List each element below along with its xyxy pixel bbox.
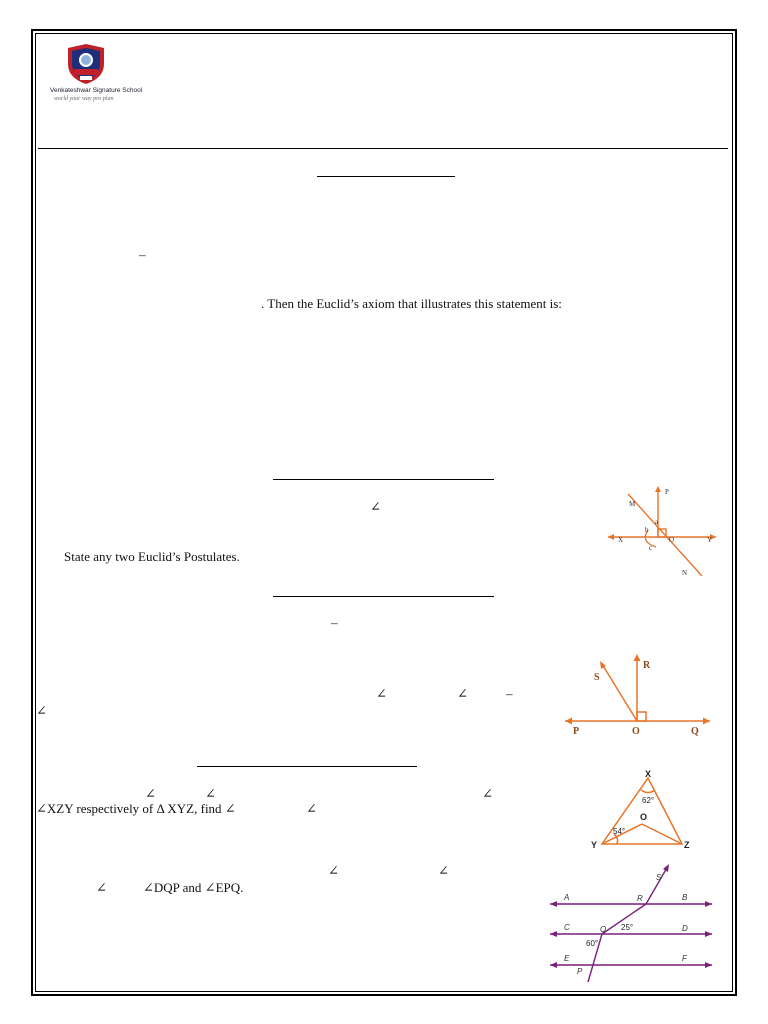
shield-icon xyxy=(50,42,122,86)
fig1-label-b: b xyxy=(645,526,649,534)
text-angle-11: ∠ xyxy=(96,880,107,895)
fig1-label-n: N xyxy=(682,569,688,577)
text-angle-4: ∠ xyxy=(36,703,47,718)
figure-angle-lines xyxy=(598,480,720,580)
school-logo xyxy=(50,42,143,112)
fig2-label-o: O xyxy=(632,726,640,737)
header-divider xyxy=(38,148,728,149)
section-c-underline xyxy=(273,596,494,597)
fig4-label-e: E xyxy=(564,954,570,963)
text-angle-2: ∠ xyxy=(376,686,387,701)
text-angle-6: ∠ xyxy=(205,786,216,801)
fig1-label-o: O xyxy=(669,536,675,544)
fig3-label-y: Y xyxy=(591,840,598,850)
fig4-label-b: B xyxy=(682,893,688,902)
text-angle-1: ∠ xyxy=(370,499,381,514)
fig3-label-x: X xyxy=(645,769,652,779)
fig1-label-p: P xyxy=(665,488,669,496)
text-angle-9: ∠ xyxy=(328,863,339,878)
fig4-label-d: D xyxy=(682,924,688,933)
xzy-text: ∠XZY respectively of Δ XYZ, find ∠ xyxy=(36,801,236,816)
fig2-label-q: Q xyxy=(691,726,699,737)
fig4-label-a: A xyxy=(564,893,570,902)
text-angle-10: ∠ xyxy=(438,863,449,878)
postulates-question: State any two Euclid’s Postulates. xyxy=(64,549,240,564)
fig1-label-y: Y xyxy=(707,536,713,544)
fig3-label-o: O xyxy=(640,812,648,822)
fig4-label-p: P xyxy=(577,967,583,976)
text-angle-8: ∠ xyxy=(306,801,317,816)
fig1-label-a: a xyxy=(655,518,659,526)
title-underline xyxy=(317,176,455,177)
fig4-label-s: S xyxy=(656,873,662,882)
fig4-angle-60: 60° xyxy=(586,939,599,948)
fig2-label-p: P xyxy=(573,726,580,737)
text-angle-7: ∠ xyxy=(482,786,493,801)
fig2-label-r: R xyxy=(643,660,651,671)
fig4-angle-25: 25° xyxy=(621,923,634,932)
text-angle-3: ∠ xyxy=(457,686,468,701)
figure-rays-pq xyxy=(560,650,715,740)
text-dash-1: – xyxy=(139,247,146,262)
fig2-label-s: S xyxy=(594,672,600,683)
text-angle-5: ∠ xyxy=(145,786,156,801)
figure-triangle-xyz xyxy=(586,768,696,854)
fig4-label-f: F xyxy=(682,954,687,963)
dqp-epq-text: ∠DQP and ∠EPQ. xyxy=(143,880,244,895)
school-name: Venkateshwar Signature School xyxy=(50,87,143,94)
section-d-underline xyxy=(197,766,417,767)
fig4-label-r: R xyxy=(637,894,643,903)
text-dash-2: – xyxy=(331,615,338,630)
fig1-label-x: X xyxy=(618,536,624,544)
school-motto: world your way pro plan xyxy=(54,96,114,102)
fig3-angle-54: 54° xyxy=(613,827,626,836)
euclid-axiom-statement: . Then the Euclid’s axiom that illustrates this statement is: xyxy=(261,296,562,311)
fig1-label-c: c xyxy=(649,544,653,552)
figure-parallel-lines xyxy=(544,862,716,984)
fig4-label-c: C xyxy=(564,923,570,932)
fig4-label-q: Q xyxy=(600,925,607,934)
text-dash-3: – xyxy=(506,686,513,701)
section-b-underline xyxy=(273,479,494,480)
fig3-angle-62: 62° xyxy=(642,796,655,805)
fig1-label-m: M xyxy=(629,500,636,508)
fig3-label-z: Z xyxy=(684,840,690,850)
